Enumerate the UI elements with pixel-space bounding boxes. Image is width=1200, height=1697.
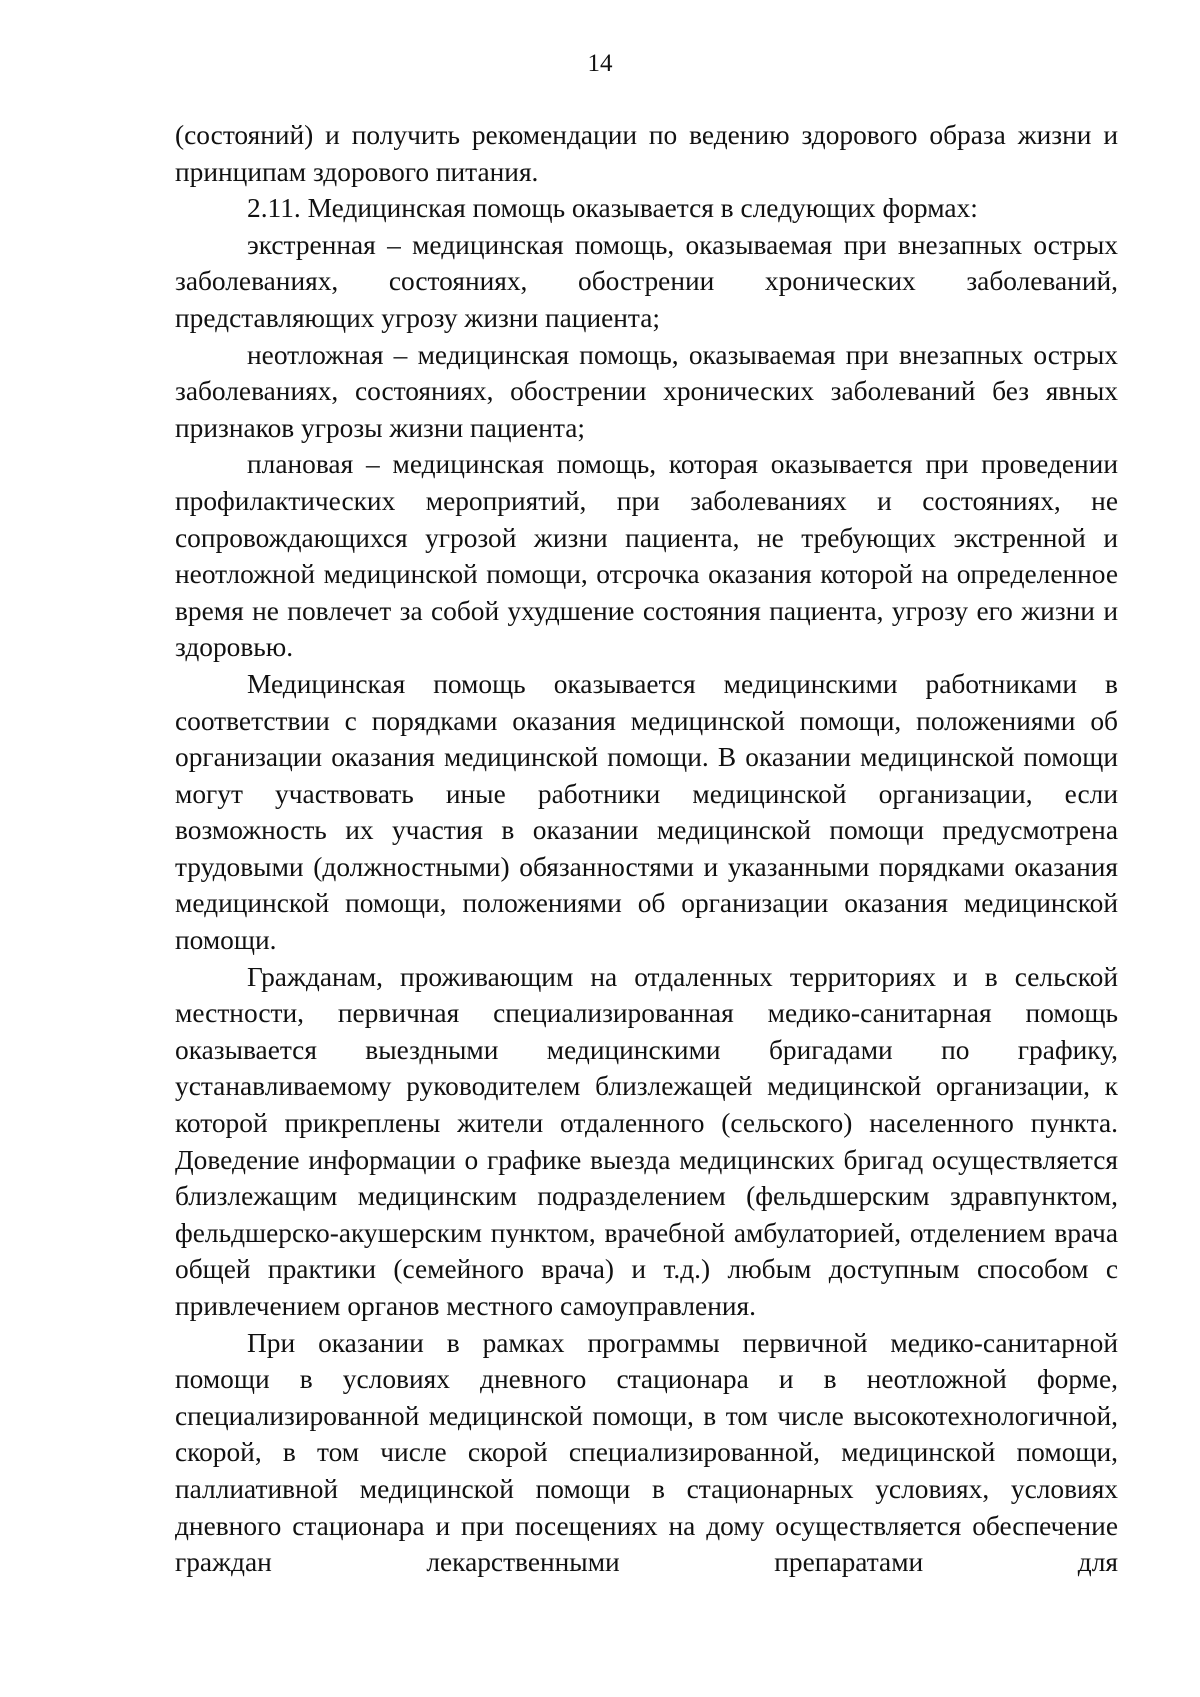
page-number: 14 <box>587 50 613 77</box>
paragraph-planned-form: плановая – медицинская помощь, которая оказывается при проведении профилактических мероприятий, при заболеваниях и состояниях, не сопровождающихся угрозой жизни пациента, не требующих экстренной и неотложной медицинской помощи, отсрочка оказания которой на определенное время не повлечет за собой ухудшение состояния пациента, угрозу его жизни и здоровью. <box>175 449 1118 663</box>
paragraph-urgent-form: неотложная – медицинская помощь, оказываемая при внезапных острых заболеваниях, состояниях, обострении хронических заболеваний без явных признаков угрозы жизни пациента; <box>175 339 1118 443</box>
document-body <box>175 117 1118 1581</box>
paragraph-emergency-form: экстренная – медицинская помощь, оказываемая при внезапных острых заболеваниях, состояниях, обострении хронических заболеваний, представляющих угрозу жизни пациента; <box>175 229 1118 333</box>
paragraph-section-2-11: 2.11. Медицинская помощь оказывается в следующих формах: <box>247 193 978 224</box>
paragraph-drug-provision: При оказании в рамках программы первичной медико-санитарной помощи в условиях дневного стационара и в неотложной форме, специализированной медицинской помощи, в том числе высокотехнологичной, скорой, в том числе скорой специализированной, медицинской помощи, паллиативной медицинской помощи в стационарных условиях, условиях дневного стационара и при посещениях на дому осуществляется обеспечение граждан лекарственными препаратами для <box>175 1327 1118 1578</box>
paragraph-remote-territories: Гражданам, проживающим на отдаленных территориях и в сельской местности, первичная специализированная медико-санитарная помощь оказывается выездными медицинскими бригадами по графику, устанавливаемому руководителем близлежащей медицинской организации, к которой прикреплены жители отдаленного (сельского) населенного пункта. Доведение информации о графике выезда медицинских бригад осуществляется близлежащим медицинским подразделением (фельдшерским здравпунктом, фельдшерско-акушерским пунктом, врачебной амбулаторией, отделением врача общей практики (семейного врача) и т.д.) любым доступным способом с привлечением органов местного самоуправления. <box>175 961 1118 1321</box>
paragraph-continuation: (состояний) и получить рекомендации по ведению здорового образа жизни и принципам здорового питания. <box>175 120 1118 187</box>
paragraph-medical-workers: Медицинская помощь оказывается медицинскими работниками в соответствии с порядками оказания медицинской помощи, положениями об организации оказания медицинской помощи. В оказании медицинской помощи могут участвовать иные работники медицинской организации, если возможность их участия в оказании медицинской помощи предусмотрена трудовыми (должностными) обязанностями и указанными порядками оказания медицинской помощи, положениями об организации оказания медицинской помощи. <box>175 668 1118 956</box>
